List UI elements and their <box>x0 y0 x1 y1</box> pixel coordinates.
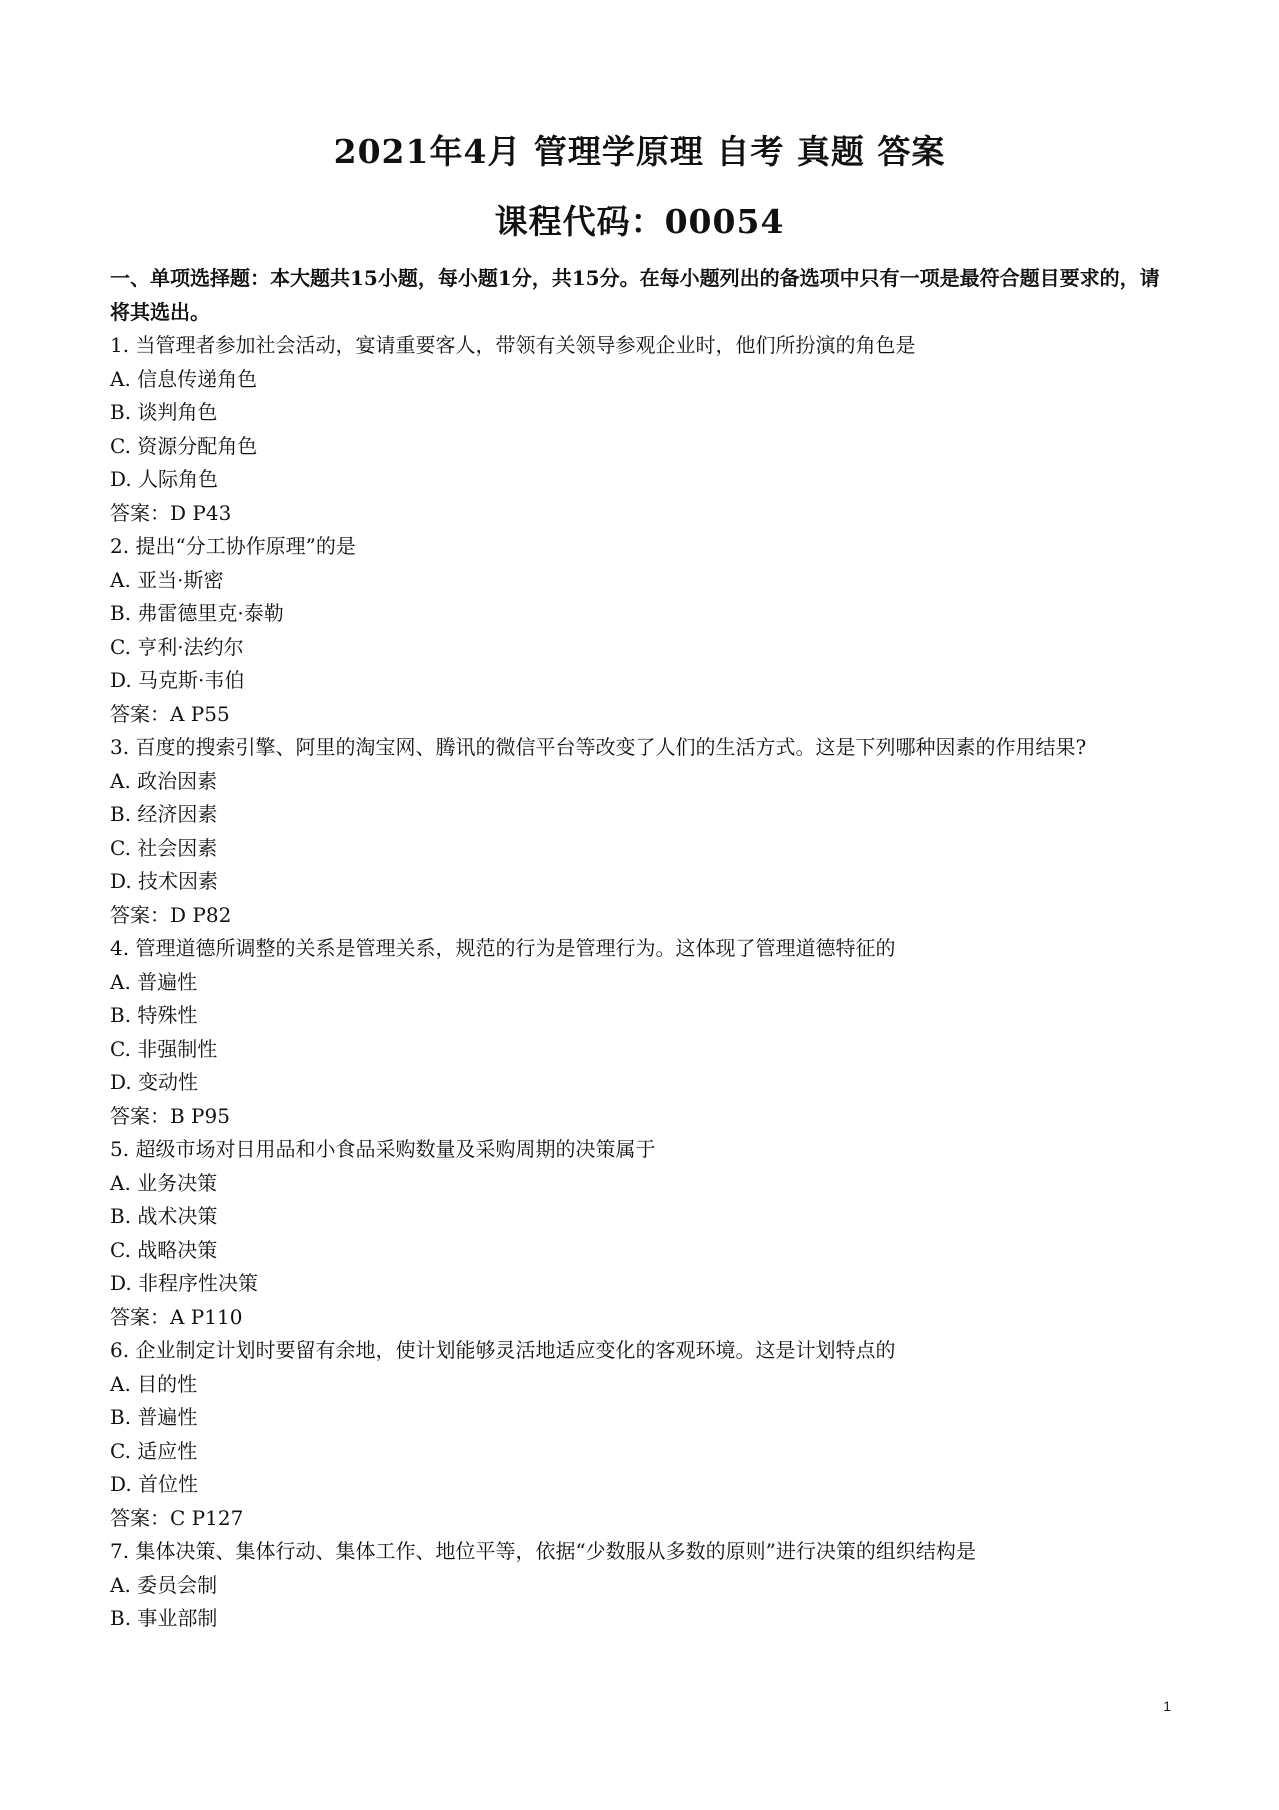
answer-line: 答案：D P82 <box>110 902 232 927</box>
option-b: B. 战术决策 <box>110 1204 218 1228</box>
question-stem: 6. 企业制定计划时要留有余地，使计划能够灵活地适应变化的客观环境。这是计划特点的 <box>110 1338 896 1362</box>
option-a: A. 业务决策 <box>110 1170 218 1195</box>
option-d: D. 变动性 <box>110 1070 199 1094</box>
question-stem: 4. 管理道德所调整的关系是管理关系，规范的行为是管理行为。这体现了管理道德特征的 <box>110 936 896 960</box>
option-a: A. 普遍性 <box>110 969 198 994</box>
option-a: A. 政治因素 <box>110 768 218 793</box>
question-3 <box>110 731 1170 932</box>
question-7 <box>110 1535 1170 1636</box>
option-c: C. 社会因素 <box>110 835 218 860</box>
option-b: B. 普遍性 <box>110 1405 198 1429</box>
question-stem: 3. 百度的搜索引擎、阿里的淘宝网、腾讯的微信平台等改变了人们的生活方式。这是下列哪种因素的作用结果? <box>110 735 1087 759</box>
option-c: C. 资源分配角色 <box>110 433 258 458</box>
answer-line: 答案：A P110 <box>110 1304 243 1329</box>
question-1 <box>110 329 1170 530</box>
answer-line: 答案：A P55 <box>110 701 230 726</box>
option-d: D. 非程序性决策 <box>110 1271 259 1295</box>
question-2 <box>110 530 1170 731</box>
section-header: 一、单项选择题：本大题共15小题，每小题1分，共15分。在每小题列出的备选项中只有一项是最符合题目要求的，请将其选出。 <box>110 266 1160 324</box>
question-stem: 2. 提出“分工协作原理”的是 <box>110 534 356 558</box>
option-d: D. 首位性 <box>110 1472 199 1496</box>
question-6 <box>110 1334 1170 1535</box>
option-c: C. 战略决策 <box>110 1237 218 1262</box>
option-d: D. 马克斯·韦伯 <box>110 668 245 692</box>
answer-line: 答案：C P127 <box>110 1505 244 1530</box>
option-d: D. 技术因素 <box>110 869 219 893</box>
option-b: B. 经济因素 <box>110 802 218 826</box>
option-a: A. 信息传递角色 <box>110 366 258 391</box>
option-c: C. 非强制性 <box>110 1036 218 1061</box>
document-body <box>110 261 1170 1636</box>
option-b: B. 事业部制 <box>110 1606 218 1630</box>
answer-line: 答案：B P95 <box>110 1103 230 1128</box>
course-code: 课程代码：00054 <box>494 202 785 241</box>
question-stem: 5. 超级市场对日用品和小食品采购数量及采购周期的决策属于 <box>110 1137 656 1161</box>
question-5 <box>110 1133 1170 1334</box>
question-stem: 7. 集体决策、集体行动、集体工作、地位平等，依据“少数服从多数的原则”进行决策的组织结构是 <box>110 1539 976 1563</box>
page-number: 1 <box>1163 1698 1171 1714</box>
option-b: B. 弗雷德里克·泰勒 <box>110 601 284 625</box>
option-a: A. 目的性 <box>110 1371 198 1396</box>
option-d: D. 人际角色 <box>110 467 219 491</box>
option-a: A. 亚当·斯密 <box>110 567 224 592</box>
option-c: C. 适应性 <box>110 1438 198 1463</box>
question-stem: 1. 当管理者参加社会活动，宴请重要客人，带领有关领导参观企业时，他们所扮演的角色是 <box>110 333 916 357</box>
document-title: 2021年4月 管理学原理 自考 真题 答案 <box>333 132 946 171</box>
option-b: B. 谈判角色 <box>110 400 218 424</box>
question-4 <box>110 932 1170 1133</box>
option-c: C. 亨利·法约尔 <box>110 634 244 659</box>
answer-line: 答案：D P43 <box>110 500 232 525</box>
option-b: B. 特殊性 <box>110 1003 198 1027</box>
option-a: A. 委员会制 <box>110 1572 218 1597</box>
